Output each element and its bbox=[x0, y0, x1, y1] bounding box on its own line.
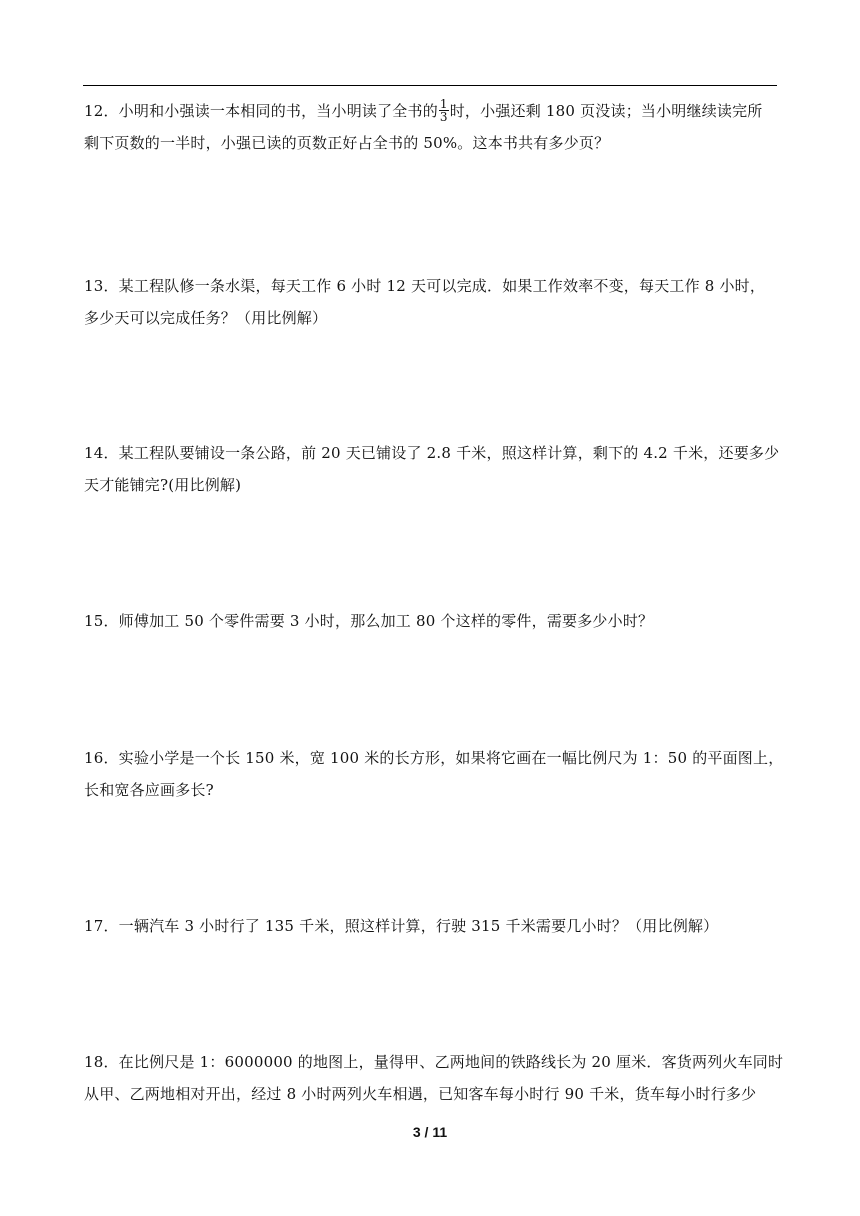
question-14-line-1: 14．某工程队要铺设一条公路，前 20 天已铺设了 2.8 千米，照这样计算，剩下的 4.2 千米，还要多少 bbox=[84, 444, 780, 462]
question-12 bbox=[84, 95, 784, 159]
fraction-numerator: 1 bbox=[439, 96, 448, 111]
question-12-text-a: 12．小明和小强读一本相同的书，当小明读了全书的 bbox=[84, 102, 438, 120]
question-16-line-2: 长和宽各应画多长? bbox=[84, 781, 214, 799]
fraction-one-third bbox=[439, 98, 449, 123]
question-12-line-1 bbox=[84, 95, 784, 127]
question-17-line-1: 17．一辆汽车 3 小时行了 135 千米，照这样计算，行驶 315 千米需要几小时？（用比例解） bbox=[84, 917, 719, 935]
question-18-line-2: 从甲、乙两地相对开出，经过 8 小时两列火车相遇，已知客车每小时行 90 千米，货车每小时行多少 bbox=[84, 1085, 757, 1103]
fraction-denominator: 3 bbox=[439, 109, 448, 124]
question-15 bbox=[84, 605, 784, 637]
question-14 bbox=[84, 437, 784, 501]
question-16 bbox=[84, 742, 784, 806]
question-17 bbox=[84, 910, 784, 942]
header-rule bbox=[83, 85, 777, 86]
question-13-line-2: 多少天可以完成任务？（用比例解） bbox=[84, 309, 328, 327]
question-18 bbox=[84, 1046, 784, 1110]
question-12-line-2: 剩下页数的一半时，小强已读的页数正好占全书的 50%。这本书共有多少页？ bbox=[84, 134, 610, 152]
question-15-line-1: 15．师傅加工 50 个零件需要 3 小时，那么加工 80 个这样的零件，需要多少小时？ bbox=[84, 612, 654, 630]
question-18-line-1: 18．在比例尺是 1：6000000 的地图上，量得甲、乙两地间的铁路线长为 20 厘米．客货两列火车同时 bbox=[84, 1053, 784, 1071]
question-14-line-2: 天才能铺完?(用比例解) bbox=[84, 476, 242, 494]
question-16-line-1: 16．实验小学是一个长 150 米，宽 100 米的长方形，如果将它画在一幅比例尺为 1：50 的平面图上， bbox=[84, 749, 784, 767]
page-number: 3 / 11 bbox=[412, 1124, 448, 1140]
question-13 bbox=[84, 270, 784, 334]
question-13-line-1: 13．某工程队修一条水渠，每天工作 6 小时 12 天可以完成．如果工作效率不变，每天工作 8 小时， bbox=[84, 277, 766, 295]
question-12-text-b: 时，小强还剩 180 页没读；当小明继续读完所 bbox=[449, 102, 763, 120]
